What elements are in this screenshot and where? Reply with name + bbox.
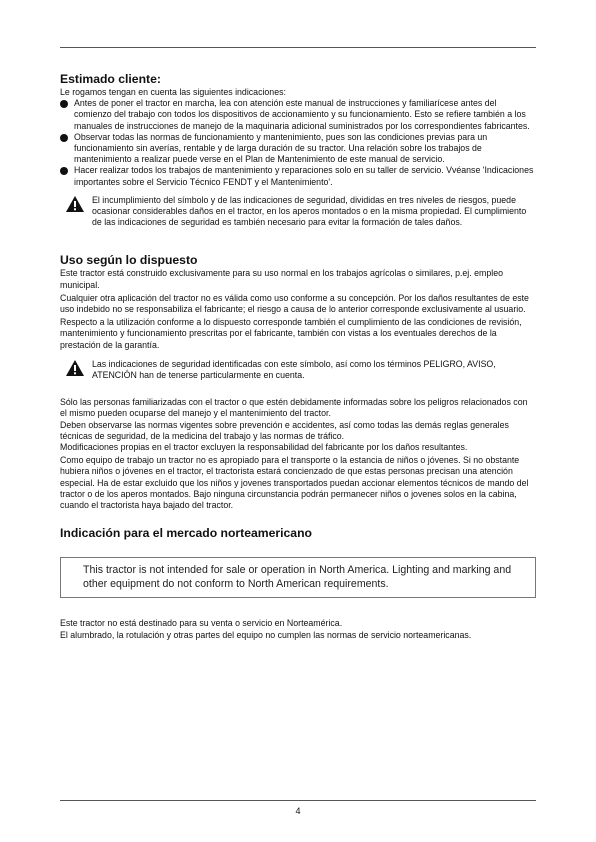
warning-note	[60, 195, 536, 229]
list-item-text: Hacer realizar todos los trabajos de mantenimiento y reparaciones solo en su taller de servicio. Vvéanse 'Indicaciones importantes sobre el Servicio Técnico FENDT y el Mantenimiento'.	[74, 165, 534, 187]
paragraph: El alumbrado, la rotulación y otras partes del equipo no cumplen las normas de servicio norteamericanas.	[60, 629, 472, 640]
list-item-text: Observar todas las normas de funcionamiento y mantenimiento, pues son las condiciones previas para un funcionamiento sin averías, rentable y de larga duración de su tractor. Una relación sobre los trabajos de mantenimiento a realizar puede verse en el Plan de Mantenimiento de este manual de servicio.	[74, 131, 488, 165]
paragraph: Cualquier otra aplicación del tractor no es válida como uso conforme a su concepción. Por los daños resultantes de este uso indebido no se responsabiliza el fabricante; el riesgo a causa de lo anterior corresponde exclusivamente al usuario.	[60, 292, 529, 315]
warning-text: El incumplimiento del símbolo y de las indicaciones de seguridad, divididas en tres niveles de riesgos, puede ocasionar considerables daños en el tractor, en los aperos montados o en la misma propiedad. El cumplimiento de las indicaciones de seguridad es también necesario para evitar la formación de tales daños.	[92, 194, 527, 228]
footer-rule	[60, 800, 536, 801]
paragraph: Deben observarse las normas vigentes sobre prevención e accidentes, así como todas las demás reglas generales técnicas de seguridad, de la medicina del trabajo y las normas de tráfico.	[60, 419, 509, 441]
bullet-icon	[60, 167, 68, 175]
page-content	[60, 72, 536, 641]
bullet-icon	[60, 100, 68, 108]
paragraph: Como equipo de trabajo un tractor no es apropiado para el transporte o la estancia de niños o jóvenes. Si no obstante hubiera niños o jóvenes en el tractor, el tractorista estará concienzado de que estas personas precisan una atención especial. Ha de estar excluido que los niños y jovenes transportados puedan accionar elementos técnicos de mando del tractor o de los aperos montados. Bajo ninguna circunstancia podrán permanecer niños o jovenes solos en la cabina, cuando el tractorista haya bajado del tractor.	[60, 455, 529, 511]
header-rule	[60, 47, 536, 48]
page-number: 4	[295, 806, 301, 816]
instruction-list	[60, 98, 536, 188]
paragraph: Este tractor no está destinado para su venta o servicio en Norteamérica.	[60, 618, 343, 629]
paragraph: Este tractor está construido exclusivamente para su uso normal en los trabajos agrícolas o similares, p.ej. empleo municipal.	[60, 268, 503, 290]
north-america-notice-box: This tractor is not intended for sale or operation in North America. Lighting and marking and other equipment do not conform to North American requirements.	[60, 557, 536, 598]
warning-triangle-icon	[60, 359, 92, 377]
section-heading-north-america: Indicación para el mercado norteamericano	[60, 526, 312, 541]
section-heading-customer: Estimado cliente:	[60, 72, 161, 86]
warning-text: Las indicaciones de seguridad identificadas con este símbolo, así como los términos PELIGRO, AVISO, ATENCIÓN han de tenerse particularmente en cuenta.	[92, 358, 496, 381]
paragraph: Sólo las personas familiarizadas con el tractor o que estén debidamente informadas sobre los peligros relacionados con el mismo pueden ocuparse del manejo y el mantenimiento del tractor.	[60, 397, 528, 419]
paragraph: Respecto a la utilización conforme a lo dispuesto corresponde también el cumplimiento de las condiciones de revisión, mantenimiento y funcionamiento prescritas por el fabricante, también con vistas a los eventuales derechos de la prestación de la garantía.	[60, 317, 522, 350]
list-item	[60, 132, 536, 166]
paragraph: Modificaciones propias en el tractor excluyen la responsabilidad del fabricante por los daños resultantes.	[60, 442, 468, 453]
bullet-icon	[60, 134, 68, 142]
warning-triangle-icon	[60, 195, 92, 213]
warning-note	[60, 359, 536, 381]
list-item-text: Antes de poner el tractor en marcha, lea con atención este manual de instrucciones y familiarícese antes del comienzo del trabajo con todos los dispositivos de accionamiento y su funcionamiento. Esto se refiere también a los manuales de instrucciones de manejo de la maquinaria adicional suministrados por los correspondientes fabricantes.	[74, 98, 530, 131]
section-heading-intended-use: Uso según lo dispuesto	[60, 253, 198, 268]
list-item	[60, 165, 536, 187]
list-item	[60, 98, 536, 132]
intro-text: Le rogamos tengan en cuenta las siguientes indicaciones:	[60, 87, 286, 97]
